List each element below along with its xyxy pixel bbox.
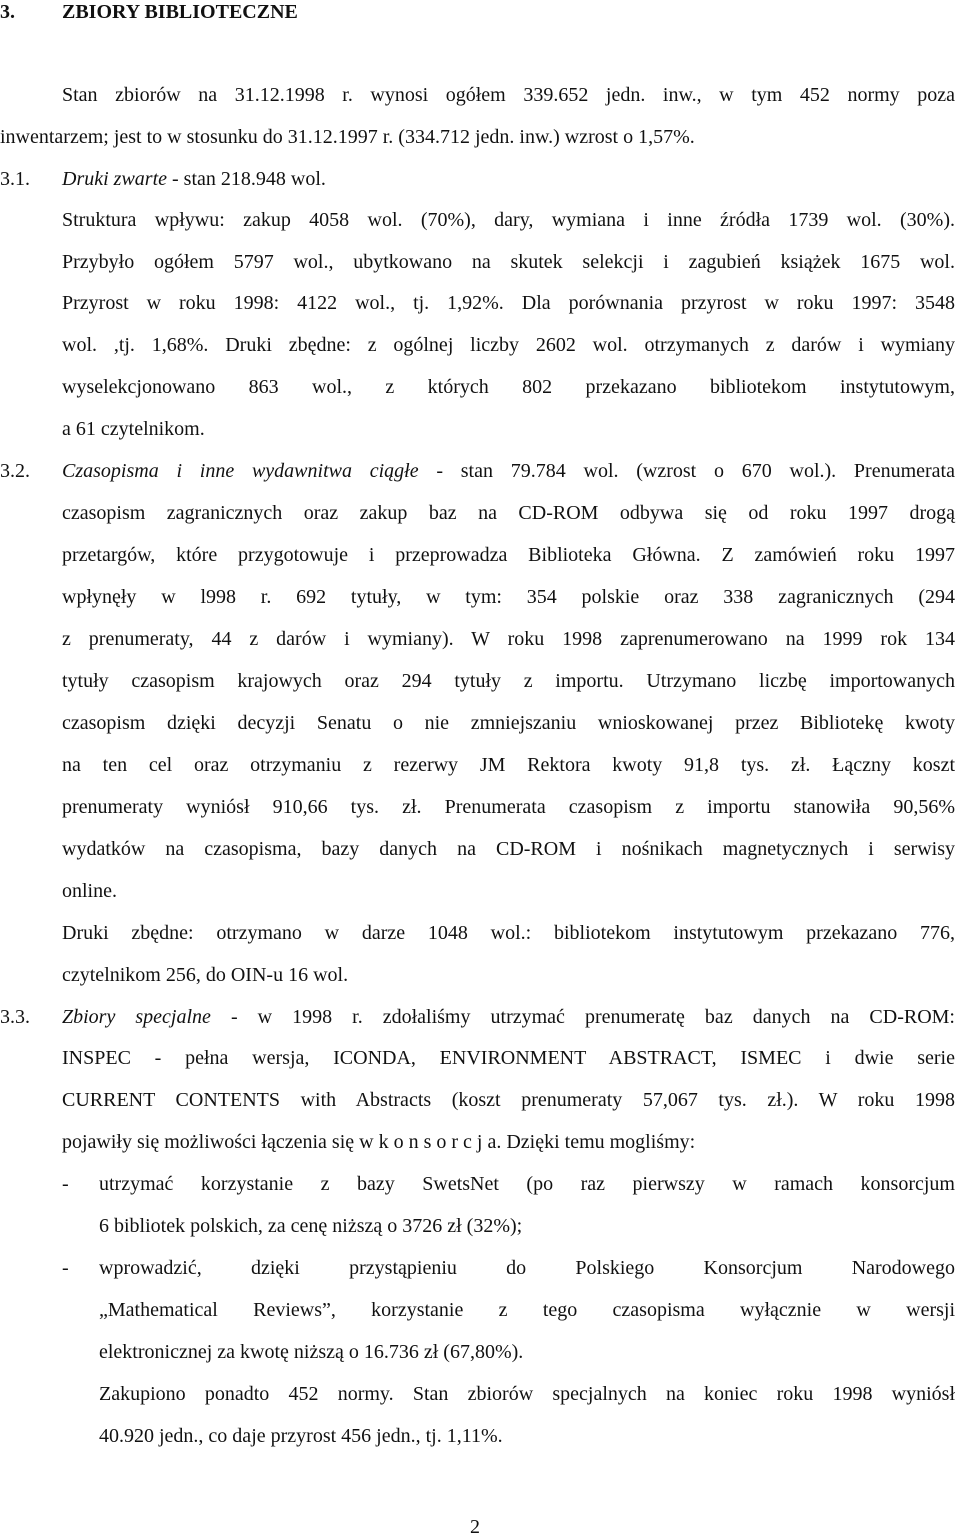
closing-line-1: Zakupiono ponadto 452 normy. Stan zbiorów specjalnych na koniec roku 1998 wyniósł [99,1383,955,1405]
s32-line-10: online. [62,880,117,902]
s32-line-8: prenumeraty wyniósł 910,66 tys. zł. Prenumerata czasopism z importu stanowiła 90,56% [62,796,955,818]
s31-line-3: Przyrost w roku 1998: 4122 wol., tj. 1,92%. Dla porównania przyrost w roku 1997: 3548 [62,292,955,314]
section-3-1-title-italic: Druki zwarte [62,168,167,190]
section-3-1-number: 3.1. [0,168,30,190]
s32-line-11: Druki zbędne: otrzymano w darze 1048 wol.: bibliotekom instytutowym przekazano 776, [62,922,955,944]
section-3-1-title-rest: - stan 218.948 wol. [167,168,326,190]
closing-line-2: 40.920 jedn., co daje przyrost 456 jedn., tj. 1,11%. [99,1425,503,1447]
intro-line-2: inwentarzem; jest to w stosunku do 31.12.1997 r. (334.712 jedn. inw.) wzrost o 1,57%. [0,126,695,148]
s32-line-12: czytelnikom 256, do OIN-u 16 wol. [62,964,349,986]
section-3-2-title [62,459,955,483]
bullet-marker-1: - [62,1173,69,1195]
s31-line-4: wol. ,tj. 1,68%. Druki zbędne: z ogólnej liczby 2602 wol. otrzymanych z darów i wymiany [62,334,955,356]
section-3-3-number: 3.3. [0,1006,30,1028]
bullet-1-line-1: utrzymać korzystanie z bazy SwetsNet (po raz pierwszy w ramach konsorcjum [99,1173,955,1195]
s33-line-3: pojawiły się możliwości łączenia się w k o n s o r c j a. Dzięki temu mogliśmy: [62,1131,696,1153]
bullet-2-line-1: wprowadzić, dzięki przystąpieniu do Polskiego Konsorcjum Narodowego [99,1257,955,1279]
s32-line-7: na ten cel oraz otrzymaniu z rezerwy JM Rektora kwoty 91,8 tys. zł. Łączny koszt [62,754,955,776]
section-3-2-title-italic: Czasopisma i inne wydawnitwa ciągłe [62,460,419,482]
s33-line-2: CURRENT CONTENTS with Abstracts (koszt prenumeraty 57,067 tys. zł.). W roku 1998 [62,1089,955,1111]
section-3-1-title [62,167,326,191]
s32-line-4: z prenumeraty, 44 z darów i wymiany). W roku 1998 zaprenumerowano na 1999 rok 134 [62,628,955,650]
section-3-3-title [62,1005,955,1029]
s32-line-6: czasopism dzięki decyzji Senatu o nie zmniejszaniu wnioskowanej przez Bibliotekę kwoty [62,712,955,734]
s31-line-1: Struktura wpływu: zakup 4058 wol. (70%), dary, wymiana i inne źródła 1739 wol. (30%). [62,209,955,231]
s32-line-5: tytuły czasopism krajowych oraz 294 tytuły z importu. Utrzymano liczbę importowanych [62,670,955,692]
s31-line-2: Przybyło ogółem 5797 wol., ubytkowano na skutek selekcji i zagubień książek 1675 wol. [62,251,955,273]
bullet-2-line-2: „Mathematical Reviews”, korzystanie z tego czasopisma wyłącznie w wersji [99,1299,955,1321]
s31-line-6: a 61 czytelnikom. [62,418,205,440]
page-number: 2 [470,1516,480,1538]
section-3-2-title-rest: - stan 79.784 wol. (wzrost o 670 wol.). Prenumerata [418,460,955,482]
bullet-2-line-3: elektronicznej za kwotę niższą o 16.736 zł (67,80%). [99,1341,524,1363]
bullet-1-line-2: 6 bibliotek polskich, za cenę niższą o 3726 zł (32%); [99,1215,523,1237]
s32-line-2: przetargów, które przygotowuje i przeprowadza Biblioteka Główna. Z zamówień roku 1997 [62,544,955,566]
section-3-3-title-italic: Zbiory specjalne [62,1006,211,1028]
bullet-marker-2: - [62,1257,69,1279]
s32-line-9: wydatków na czasopisma, bazy danych na CD-ROM i nośnikach magnetycznych i serwisy [62,838,955,860]
s32-line-3: wpłynęły w l998 r. 692 tytuły, w tym: 354 polskie oraz 338 zagranicznych (294 [62,586,955,608]
section-3-3-title-rest: - w 1998 r. zdołaliśmy utrzymać prenumeratę baz danych na CD-ROM: [210,1006,955,1028]
intro-line-1: Stan zbiorów na 31.12.1998 r. wynosi ogółem 339.652 jedn. inw., w tym 452 normy poza [62,84,955,106]
heading-number: 3. [0,1,15,23]
heading-title: ZBIORY BIBLIOTECZNE [62,1,298,23]
s33-line-1: INSPEC - pełna wersja, ICONDA, ENVIRONMENT ABSTRACT, ISMEC i dwie serie [62,1047,955,1069]
section-3-2-number: 3.2. [0,460,30,482]
s31-line-5: wyselekcjonowano 863 wol., z których 802 przekazano bibliotekom instytutowym, [62,376,955,398]
s32-line-1: czasopism zagranicznych oraz zakup baz na CD-ROM odbywa się od roku 1997 drogą [62,502,955,524]
